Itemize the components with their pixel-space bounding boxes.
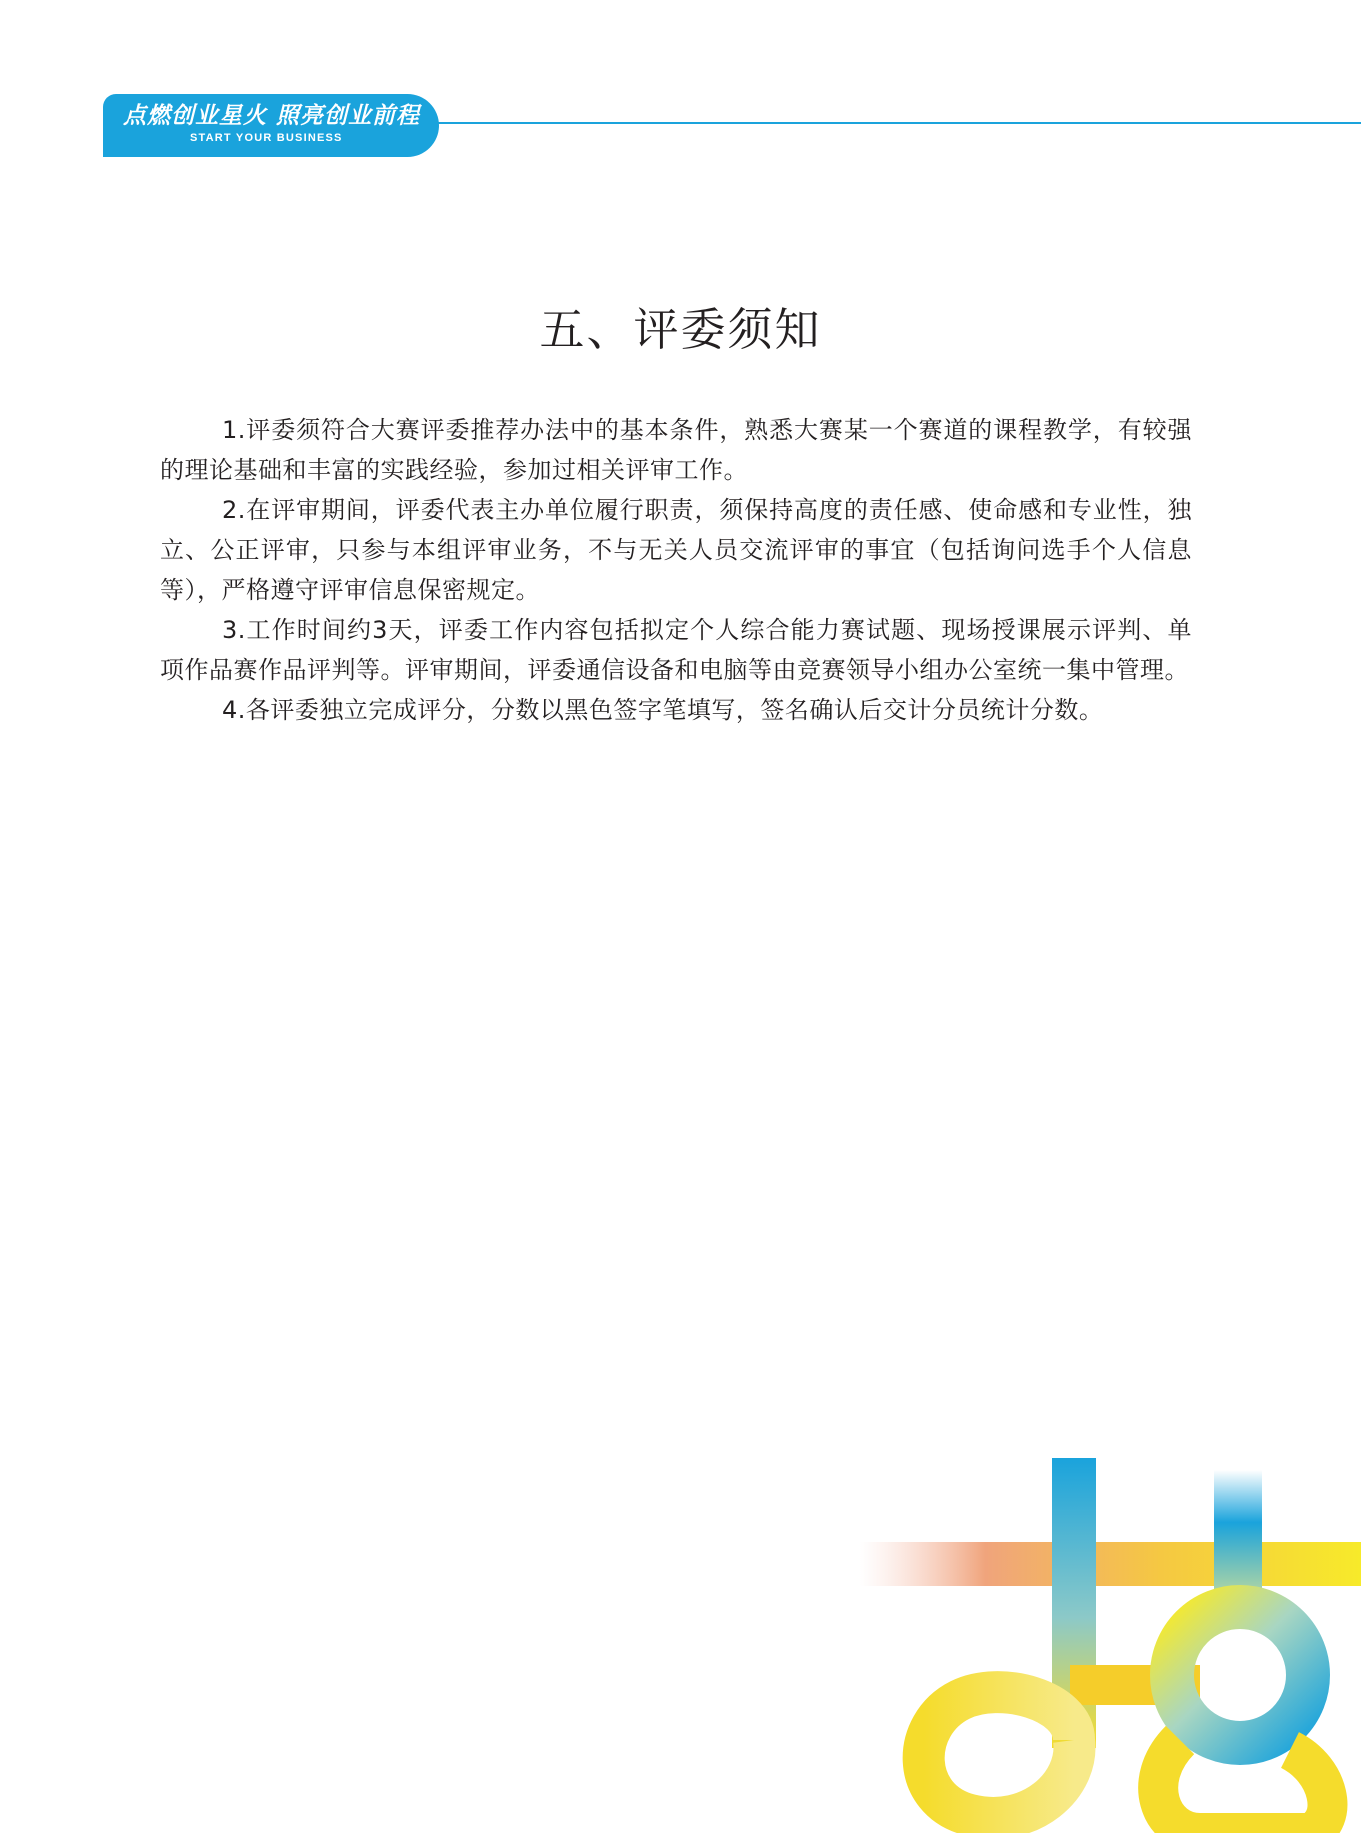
decorative-graphic <box>840 1440 1361 1833</box>
ring-right <box>1172 1607 1308 1743</box>
header-badge <box>103 94 439 157</box>
paragraph-4: 4.各评委独立完成评分，分数以黑色签字笔填写，签名确认后交计分员统计分数。 <box>222 696 1104 724</box>
paragraph-2: 2.在评审期间，评委代表主办单位履行职责，须保持高度的责任感、使命感和专业性，独立、公正评审，只参与本组评审业务，不与无关人员交流评审的事宜（包括询问选手个人信息等），严格遵守评审信息保密规定。 <box>160 496 1192 604</box>
paragraph-1: 1.评委须符合大赛评委推荐办法中的基本条件，熟悉大赛某一个赛道的课程教学，有较强的理论基础和丰富的实践经验，参加过相关评审工作。 <box>160 416 1192 484</box>
page-title: 五、评委须知 <box>539 303 822 356</box>
header-rule <box>410 122 1361 124</box>
body-text <box>160 410 1192 730</box>
header-slogan: 点燃创业星火 照亮创业前程 <box>123 102 421 129</box>
paragraph-3: 3.工作时间约3天，评委工作内容包括拟定个人综合能力赛试题、现场授课展示评判、单项作品赛作品评判等。评审期间，评委通信设备和电脑等由竞赛领导小组办公室统一集中管理。 <box>160 616 1192 684</box>
header-subtitle: START YOUR BUSINESS <box>190 132 343 144</box>
horizontal-stroke <box>860 1542 1361 1586</box>
loop-left <box>924 1692 1075 1818</box>
